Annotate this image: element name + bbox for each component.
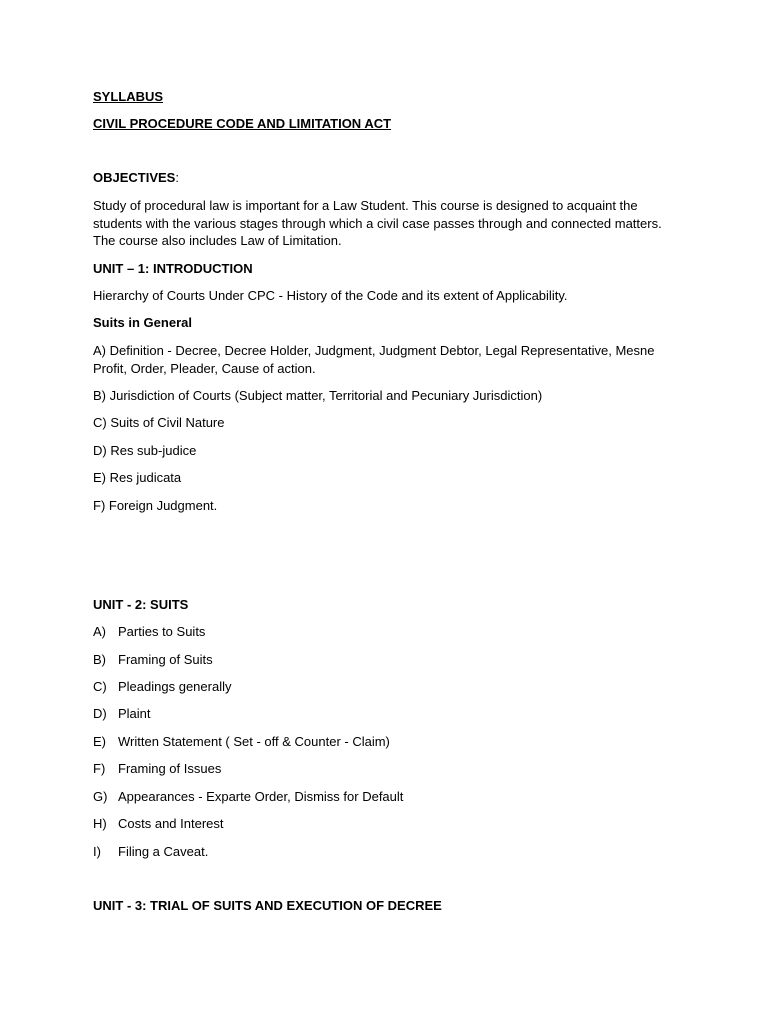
item-text: Pleadings generally xyxy=(118,679,232,694)
item-text: Plaint xyxy=(118,706,151,721)
unit2-item xyxy=(93,623,205,641)
unit2-item xyxy=(93,815,224,833)
item-text: Costs and Interest xyxy=(118,816,224,831)
unit2-item xyxy=(93,705,151,723)
objectives-label: OBJECTIVES xyxy=(93,170,176,185)
unit3-heading: UNIT - 3: TRIAL OF SUITS AND EXECUTION OF DECREE xyxy=(93,898,442,913)
objectives-heading xyxy=(93,169,179,187)
unit1-item: E) Res judicata xyxy=(93,470,182,485)
unit1-item: D) Res sub-judice xyxy=(93,443,197,458)
unit1-item: A) Definition - Decree, Decree Holder, Judgment, Judgment Debtor, Legal Representative, Mesne Profit, Order, Pleader, Cause of action. xyxy=(93,343,655,376)
unit2-item xyxy=(93,843,208,861)
objectives-paragraph: Study of procedural law is important for a Law Student. This course is designed to acquaint the students with the various stages through which a civil case passes through and connected matters. The course also includes Law of Limitation. xyxy=(93,198,662,248)
item-letter: A) xyxy=(93,624,106,639)
unit2-heading: UNIT - 2: SUITS xyxy=(93,597,189,612)
item-letter: C) xyxy=(93,679,107,694)
item-letter: B) xyxy=(93,652,106,667)
item-text: Written Statement ( Set - off & Counter - Claim) xyxy=(118,734,390,749)
unit2-item xyxy=(93,760,221,778)
item-text: Framing of Issues xyxy=(118,761,222,776)
item-letter: G) xyxy=(93,789,108,804)
item-text: Appearances - Exparte Order, Dismiss for Default xyxy=(118,789,404,804)
unit2-item xyxy=(93,678,231,696)
unit2-item xyxy=(93,733,390,751)
unit1-subheading: Suits in General xyxy=(93,315,192,330)
course-title: CIVIL PROCEDURE CODE AND LIMITATION ACT xyxy=(93,116,392,131)
item-letter: I) xyxy=(93,844,101,859)
item-letter: D) xyxy=(93,706,107,721)
unit1-item: F) Foreign Judgment. xyxy=(93,498,218,513)
item-text: Filing a Caveat. xyxy=(118,844,209,859)
objectives-colon: : xyxy=(175,170,179,185)
syllabus-heading: SYLLABUS xyxy=(93,89,164,104)
item-text: Parties to Suits xyxy=(118,624,206,639)
item-letter: F) xyxy=(93,761,106,776)
item-letter: E) xyxy=(93,734,106,749)
unit2-item xyxy=(93,651,213,669)
unit2-item xyxy=(93,788,403,806)
unit1-item: C) Suits of Civil Nature xyxy=(93,415,225,430)
unit1-intro: Hierarchy of Courts Under CPC - History of the Code and its extent of Applicability. xyxy=(93,288,568,303)
unit1-item: B) Jurisdiction of Courts (Subject matter, Territorial and Pecuniary Jurisdiction) xyxy=(93,388,543,403)
item-letter: H) xyxy=(93,816,107,831)
unit1-heading: UNIT – 1: INTRODUCTION xyxy=(93,261,253,276)
item-text: Framing of Suits xyxy=(118,652,213,667)
